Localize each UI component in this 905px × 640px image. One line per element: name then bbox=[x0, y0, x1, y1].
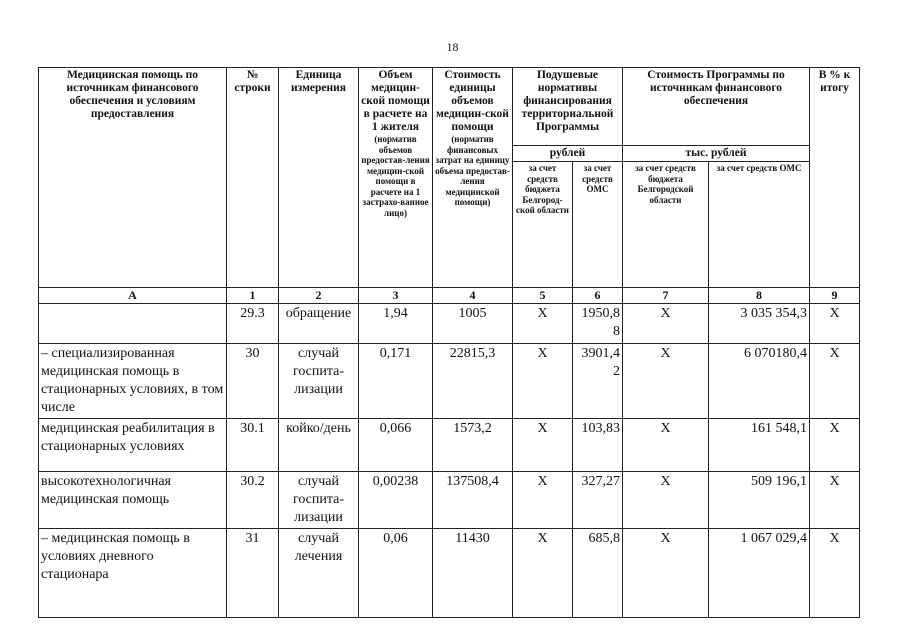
row-col5: Х bbox=[513, 529, 573, 618]
row-col6: 327,27 bbox=[573, 472, 623, 529]
table-row bbox=[39, 304, 860, 344]
row-line-number: 30.2 bbox=[227, 472, 279, 529]
row-volume: 0,066 bbox=[359, 419, 433, 472]
row-line-number: 30.1 bbox=[227, 419, 279, 472]
row-cost: 11430 bbox=[433, 529, 513, 618]
row-line-number: 31 bbox=[227, 529, 279, 618]
row-unit: обращение bbox=[279, 304, 359, 344]
header-col-56-group: Подушевые нормативы финансирования территориальной Программы bbox=[513, 68, 623, 146]
table-row bbox=[39, 529, 860, 618]
row-col5: Х bbox=[513, 344, 573, 419]
column-number: 3 bbox=[359, 288, 433, 304]
row-cost: 22815,3 bbox=[433, 344, 513, 419]
column-number: 5 bbox=[513, 288, 573, 304]
header-col-4-main: Стоимость единицы объемов медицин-ской помощи bbox=[436, 69, 509, 133]
table-row bbox=[39, 472, 860, 529]
header-col-6: за счет средств ОМС bbox=[573, 162, 623, 288]
row-col5: Х bbox=[513, 304, 573, 344]
row-col9: Х bbox=[810, 472, 860, 529]
row-cost: 1005 bbox=[433, 304, 513, 344]
row-col9: Х bbox=[810, 419, 860, 472]
row-col7: Х bbox=[623, 529, 709, 618]
row-col8: 3 035 354,3 bbox=[709, 304, 810, 344]
row-unit: случай лечения bbox=[279, 529, 359, 618]
header-col-78-unit: тыс. рублей bbox=[623, 146, 810, 162]
column-number: А bbox=[39, 288, 227, 304]
row-col5: Х bbox=[513, 472, 573, 529]
row-volume: 0,171 bbox=[359, 344, 433, 419]
row-unit: койко/день bbox=[279, 419, 359, 472]
header-row-1 bbox=[39, 68, 860, 146]
row-unit: случай госпита-лизации bbox=[279, 344, 359, 419]
column-number: 6 bbox=[573, 288, 623, 304]
header-col-8: за счет средств ОМС bbox=[709, 162, 810, 288]
column-number: 4 bbox=[433, 288, 513, 304]
column-number: 2 bbox=[279, 288, 359, 304]
row-col7: Х bbox=[623, 419, 709, 472]
header-col-7: за счет средств бюджета Белгородской области bbox=[623, 162, 709, 288]
row-col6: 103,83 bbox=[573, 419, 623, 472]
row-volume: 0,00238 bbox=[359, 472, 433, 529]
row-line-number: 30 bbox=[227, 344, 279, 419]
column-number: 1 bbox=[227, 288, 279, 304]
row-col6: 1950,8 8 bbox=[573, 304, 623, 344]
row-volume: 0,06 bbox=[359, 529, 433, 618]
row-col9: Х bbox=[810, 344, 860, 419]
column-number: 7 bbox=[623, 288, 709, 304]
row-col6: 3901,4 2 bbox=[573, 344, 623, 419]
row-col8: 509 196,1 bbox=[709, 472, 810, 529]
row-unit: случай госпита-лизации bbox=[279, 472, 359, 529]
table-row bbox=[39, 419, 860, 472]
header-col-9: В % к итогу bbox=[810, 68, 860, 288]
header-col-56-unit: рублей bbox=[513, 146, 623, 162]
table-row bbox=[39, 344, 860, 419]
header-col-3-sub: (норматив объемов предостав-ления медицин-ской помощи в расчете на 1 застрахо-ванное лицо) bbox=[361, 134, 430, 218]
column-number: 8 bbox=[709, 288, 810, 304]
column-number: 9 bbox=[810, 288, 860, 304]
row-col6: 685,8 bbox=[573, 529, 623, 618]
row-col9: Х bbox=[810, 529, 860, 618]
row-col5: Х bbox=[513, 419, 573, 472]
row-col9: Х bbox=[810, 304, 860, 344]
row-col8: 6 070180,4 bbox=[709, 344, 810, 419]
header-col-1: № строки bbox=[227, 68, 279, 288]
row-name bbox=[39, 304, 227, 344]
row-col7: Х bbox=[623, 344, 709, 419]
row-cost: 1573,2 bbox=[433, 419, 513, 472]
column-number-row bbox=[39, 288, 860, 304]
row-volume: 1,94 bbox=[359, 304, 433, 344]
row-line-number: 29.3 bbox=[227, 304, 279, 344]
program-cost-table bbox=[38, 67, 860, 618]
row-name: – специализированная медицинская помощь в стационарных условиях, в том числе bbox=[39, 344, 227, 419]
row-col7: Х bbox=[623, 472, 709, 529]
row-cost: 137508,4 bbox=[433, 472, 513, 529]
header-col-4 bbox=[433, 68, 513, 288]
page-number: 18 bbox=[446, 40, 459, 54]
header-col-a: Медицинская помощь по источникам финансового обеспечения и условиям предоставления bbox=[39, 68, 227, 288]
row-name: – медицинская помощь в условиях дневного стационара bbox=[39, 529, 227, 618]
row-col8: 1 067 029,4 bbox=[709, 529, 810, 618]
row-col7: Х bbox=[623, 304, 709, 344]
row-name: высокотехнологичная медицинская помощь bbox=[39, 472, 227, 529]
header-col-78-group: Стоимость Программы по источникам финансового обеспечения bbox=[623, 68, 810, 146]
header-col-3 bbox=[359, 68, 433, 288]
row-col8: 161 548,1 bbox=[709, 419, 810, 472]
header-col-2: Единица измерения bbox=[279, 68, 359, 288]
header-col-3-main: Объем медицин-ской помощи в расчете на 1 жителя bbox=[361, 69, 430, 133]
header-col-4-sub: (норматив финансовых затрат на единицу объема предостав-ления медицинской помощи) bbox=[435, 134, 510, 207]
header-col-5: за счет средств бюджета Белгород-ской области bbox=[513, 162, 573, 288]
row-name: медицинская реабилитация в стационарных условиях bbox=[39, 419, 227, 472]
